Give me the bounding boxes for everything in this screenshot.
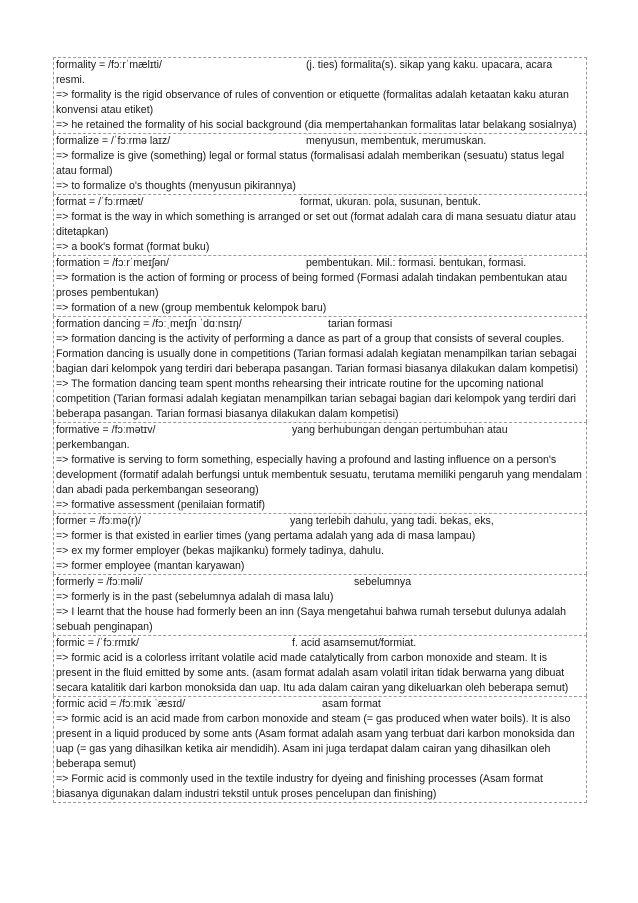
entry-examples	[56, 332, 584, 422]
entry-example-line: => ex my former employer (bekas majikanku) formely tadinya, dahulu.	[56, 545, 384, 557]
entry-example-line: => to formalize o's thoughts (menyusun pikirannya)	[56, 180, 296, 192]
dictionary-entry	[53, 57, 587, 133]
entry-example-line: => formerly is in the past (sebelumnya adalah di masa lalu)	[56, 591, 334, 603]
entry-definition: sebelumnya	[354, 576, 412, 588]
entry-header	[56, 514, 584, 529]
entry-header	[56, 195, 584, 210]
entry-definition: menyusun, membentuk, merumuskan.	[306, 135, 487, 147]
entry-header	[56, 58, 584, 73]
entry-example-line: => formative assessment (penilaian formatif)	[56, 499, 266, 511]
entry-definition: yang terlebih dahulu, yang tadi. bekas, eks,	[290, 515, 494, 527]
entry-examples	[56, 651, 584, 696]
entry-example-line: => formative is serving to form something, especially having a profound and lasting influence on a person's development (formatif adalah berfungsi untuk membentuk sesuatu, terutama memiliki pengaruh yang mendalam dan abadi pada perkembangan seseorang)	[56, 454, 582, 496]
dictionary-entry	[53, 574, 587, 635]
dictionary-entry	[53, 635, 587, 696]
dictionary-entry	[53, 696, 587, 803]
entry-example-line: => The formation dancing team spent months rehearsing their intricate routine for the upcoming national competition (Tarian formasi adalah kegiatan menampilkan tarian sebagai bagian dari kelompok yang terdiri dari beberapa pasangan. Tarian formasi biasanya dilakukan dalam kompetisi)	[56, 378, 576, 420]
entry-examples	[56, 149, 584, 194]
dictionary-entry	[53, 133, 587, 194]
entry-term: formerly = /fɔːməli/	[56, 576, 143, 588]
entry-term: formic = /ˈfɔːrmɪk/	[56, 637, 139, 649]
entry-definition: (j. ties) formalita(s). sikap yang kaku. upacara, acara	[306, 59, 553, 71]
entry-example-line: => he retained the formality of his social background (dia mempertahankan formalitas latar belakang sosialnya)	[56, 119, 577, 131]
entry-example-line: => former employee (mantan karyawan)	[56, 560, 245, 572]
entry-example-line: => format is the way in which something is arranged or set out (format adalah cara di mana sesuatu diatur atau ditetapkan)	[56, 211, 576, 238]
entry-example-line: => formality is the rigid observance of rules of convention or etiquette (formalitas adalah ketaatan kaku aturan konvensi atau etiket)	[56, 89, 569, 116]
dictionary-entry	[53, 513, 587, 574]
dictionary-entry	[53, 194, 587, 255]
entry-definition: yang berhubungan dengan pertumbuhan atau	[292, 424, 508, 436]
entry-header	[56, 697, 584, 712]
entry-examples	[56, 88, 584, 133]
dictionary-entry	[53, 422, 587, 513]
entry-example-line: => former is that existed in earlier times (yang pertama adalah yang ada di masa lampau)	[56, 530, 476, 542]
entry-example-line: => a book's format (format buku)	[56, 241, 210, 253]
entry-header	[56, 134, 584, 149]
dictionary-entry	[53, 255, 587, 316]
entry-term: formation dancing = /fɔːˌmeɪʃn ˈdɑːnsɪŋ/	[56, 318, 242, 330]
entry-definition-continued: perkembangan.	[56, 439, 130, 451]
entry-header	[56, 256, 584, 271]
entry-example-line: => formic acid is a colorless irritant volatile acid made catalytically from carbon monoxide and steam. It is present in the fluid emitted by some ants. (asam format adalah asam volatil iritan tidak berwarna yang dibuat secara katalitik dari karbon monoksida dan uap. Itu ada dalam cairan yang dikeluarkan oleh beberapa semut)	[56, 652, 569, 694]
entry-definition: f. acid asamsemut/formiat.	[292, 637, 417, 649]
dictionary-page	[53, 57, 587, 803]
entry-example-line: => formic acid is an acid made from carbon monoxide and steam (= gas produced when water boils). It is also present in a liquid produced by some ants (Asam format adalah asam yang terbuat dari karbon monoksida dan uap (= gas yang dihasilkan ketika air mendidih). Asam ini juga terdapat dalam cairan yang dihasilkan oleh beberapa semut)	[56, 713, 575, 770]
entry-term: format = /ˈfɔːrmæt/	[56, 196, 144, 208]
entry-definition: format, ukuran. pola, susunan, bentuk.	[300, 196, 481, 208]
entry-term: formative = /fɔːmətɪv/	[56, 424, 156, 436]
entry-examples	[56, 453, 584, 513]
entry-examples	[56, 712, 584, 802]
entry-example-line: => formation dancing is the activity of performing a dance as part of a group that consists of several couples. Formation dancing is usually done in competitions (Tarian formasi adalah kegiatan menampilkan tarian sebagai bagian dari kelompok yang terdiri dari beberapa pasangan. Tarian formasi biasanya dilakukan dalam kompetisi)	[56, 333, 579, 375]
entry-definition: tarian formasi	[328, 318, 393, 330]
entry-definition-continued: resmi.	[56, 74, 85, 86]
entry-examples	[56, 271, 584, 316]
entry-header	[56, 317, 584, 332]
entry-definition: pembentukan. Mil.: formasi. bentukan, formasi.	[306, 257, 527, 269]
entry-term: formalize = /ˈfɔːrmə laɪz/	[56, 135, 171, 147]
entry-definition: asam format	[322, 698, 381, 710]
entry-term: formality = /fɔːrˈmælɪti/	[56, 59, 162, 71]
dictionary-entry	[53, 316, 587, 422]
entry-example-line: => formation of a new (group membentuk kelompok baru)	[56, 302, 327, 314]
entry-header	[56, 423, 584, 438]
entry-example-line: => formalize is give (something) legal or formal status (formalisasi adalah memberikan (sesuatu) status legal atau formal)	[56, 150, 565, 177]
entry-examples	[56, 210, 584, 255]
entry-example-line: => Formic acid is commonly used in the textile industry for dyeing and finishing processes (Asam format biasanya digunakan dalam industri tekstil untuk proses pencelupan dan finishing)	[56, 773, 543, 800]
entry-example-line: => formation is the action of forming or process of being formed (Formasi adalah tindakan pembentukan atau proses pembentukan)	[56, 272, 568, 299]
entry-header	[56, 636, 584, 651]
entry-example-line: => I learnt that the house had formerly been an inn (Saya mengetahui bahwa rumah tersebut dulunya adalah sebuah penginapan)	[56, 606, 567, 633]
entry-header	[56, 575, 584, 590]
entry-examples	[56, 529, 584, 574]
entry-term: formation = /fɔːrˈmeɪʃən/	[56, 257, 169, 269]
entry-examples	[56, 590, 584, 635]
entry-term: former = /fɔːmə(r)/	[56, 515, 142, 527]
entry-term: formic acid = /fɔːmɪk ˈæsɪd/	[56, 698, 186, 710]
